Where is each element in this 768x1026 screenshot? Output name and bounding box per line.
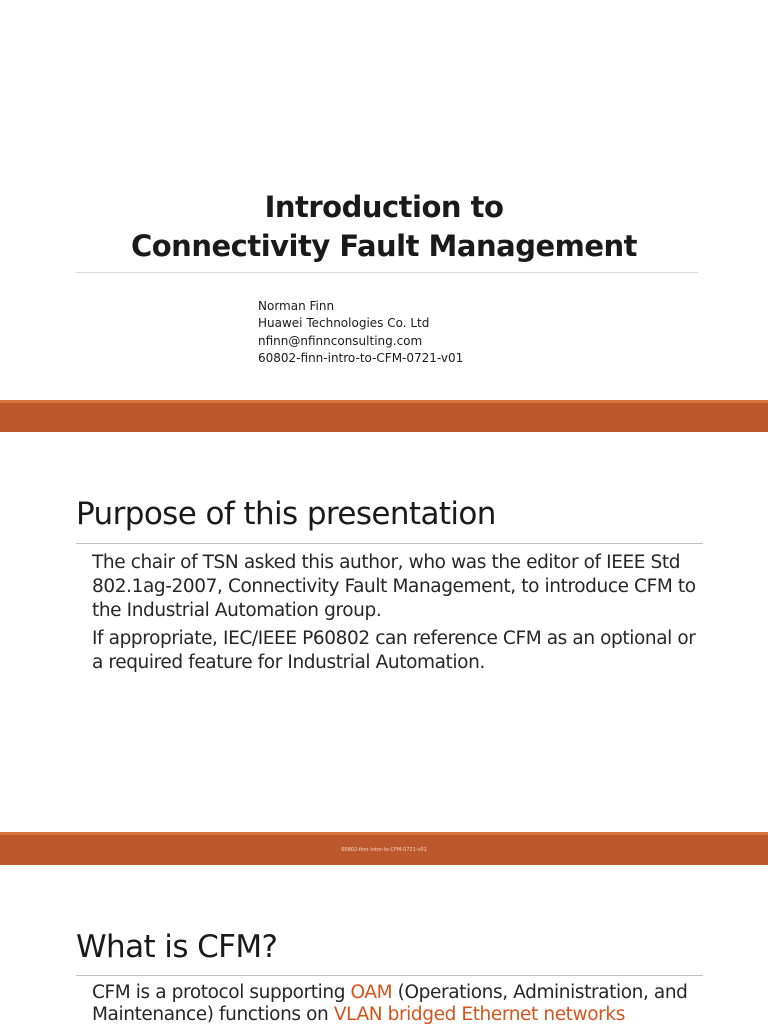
author-email: nfinn@nfinnconsulting.com	[258, 333, 423, 348]
heading-divider	[76, 975, 703, 976]
vlan-bridged-ethernet-link[interactable]: VLAN bridged Ethernet networks	[333, 1004, 625, 1025]
slide-footer-text: 60802-finn-intro-to-CFM-0721-v01	[341, 847, 427, 853]
title-divider	[76, 272, 698, 273]
slide-separator-band-highlight	[0, 400, 768, 403]
slide-heading-what-is-cfm: What is CFM?	[76, 929, 278, 965]
author-name: Norman Finn	[258, 299, 335, 313]
slide-body-what-is-cfm	[92, 982, 704, 1026]
author-company: Huawei Technologies Co. Ltd	[258, 316, 430, 331]
oam-link[interactable]: OAM	[350, 982, 393, 1003]
paragraph: If appropriate, IEC/IEEE P60802 can reference CFM as an optional or a required feature for Industrial Automation.	[92, 628, 696, 673]
slide-body-purpose	[92, 551, 704, 679]
paragraph: The chair of TSN asked this author, who was the editor of IEEE Std 802.1ag-2007, Connectivity Fault Management, to introduce CFM to the Industrial Automation group.	[92, 552, 696, 621]
title-line-1: Introduction to	[264, 190, 504, 224]
slide-separator-band	[0, 400, 768, 432]
title-line-2: Connectivity Fault Management	[130, 229, 638, 263]
heading-divider	[76, 543, 703, 544]
body-text: (Operations, Administration, and Maintenance) functions on	[92, 982, 688, 1025]
slide-footer-band-highlight	[0, 832, 768, 835]
document-id: 60802-finn-intro-to-CFM-0721-v01	[258, 350, 464, 365]
slide-heading-purpose: Purpose of this presentation	[76, 496, 496, 532]
author-block	[258, 298, 463, 367]
body-text: CFM is a protocol supporting	[92, 982, 351, 1003]
